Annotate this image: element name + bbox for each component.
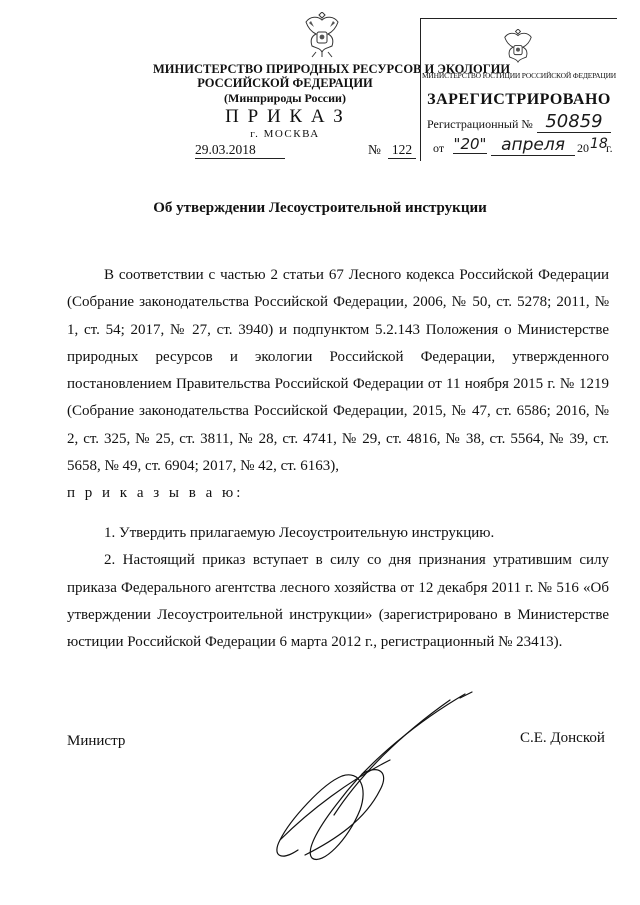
order-items [67,520,609,656]
order-date: 29.03.2018 [195,142,285,159]
ministry-name-line2: РОССИЙСКОЙ ФЕДЕРАЦИИ [197,76,373,90]
preamble-paragraph: В соответствии с частью 2 статьи 67 Лесного кодекса Российской Федерации (Собрание законодательства Российской Федерации, 2006, № 50, ст. 5278; 2011, № 1, ст. 54; 2017, № 27, ст. 3940) и подпунктом 5.2.143 Положения о Министерстве природных ресурсов и экологии Российской Федерации, утвержденного постановлением Правительства Российской Федерации от 11 ноября 2015 г. № 1219 (Собрание законодательства Российской Федерации, 2015, № 47, ст. 6586; 2016, № 2, ст. 325, № 25, ст. 3811, № 28, ст. 4741, № 29, ст. 4816, № 38, ст. 5564, № 39, ст. 5658, № 49, ст. 6904; 2017, № 42, ст. 6163), [67,267,609,475]
order-word-text: п р и к а з ы в а ю: [67,485,244,502]
stamp-status: ЗАРЕГИСТРИРОВАНО [427,91,611,108]
order-number: 122 [388,142,416,159]
russian-coat-of-arms-icon [300,12,344,58]
document-type: П Р И К А З [225,106,345,127]
order-item-2: 2. Настоящий приказ вступает в силу со дня признания утратившим силу приказа Федерального агентства лесного хозяйства от 12 декабря 2011 г. № 516 «Об утверждении Лесоустроительной инструкции» (зарегистрировано в Министерстве юстиции Российской Федерации 6 марта 2012 г., регистрационный № 23413). [67,552,609,651]
registration-stamp [420,18,617,161]
russian-coat-of-arms-icon [499,29,537,67]
ministry-short-name: (Минприроды России) [224,91,346,105]
stamp-year-suffix: 18 [590,136,608,152]
signatory-position: Министр [67,733,126,749]
order-word [67,480,609,507]
stamp-year-end: г. [606,141,613,155]
stamp-reg-label: Регистрационный № [427,117,533,131]
stamp-from-label: от [433,141,445,155]
ministry-name-line1: МИНИСТЕРСТВО ПРИРОДНЫХ РЕСУРСОВ И ЭКОЛОГИИ [153,62,511,76]
order-item-1: 1. Утвердить прилагаемую Лесоустроительную инструкцию. [104,525,495,541]
stamp-day: "20" [453,135,487,153]
handwritten-signature-icon [250,690,480,870]
document-body [67,262,609,508]
signatory-name: С.Е. Донской [520,730,605,746]
order-number-label: № [368,142,381,157]
stamp-year-prefix: 20 [577,141,589,155]
stamp-organization: МИНИСТЕРСТВО ЮСТИЦИИ РОССИЙСКОЙ ФЕДЕРАЦИИ [421,71,617,80]
stamp-month: апреля [491,135,575,156]
document-title: Об утверждении Лесоустроительной инструкции [153,200,487,216]
stamp-reg-number: 50859 [537,111,611,133]
city: г. МОСКВА [250,128,320,140]
